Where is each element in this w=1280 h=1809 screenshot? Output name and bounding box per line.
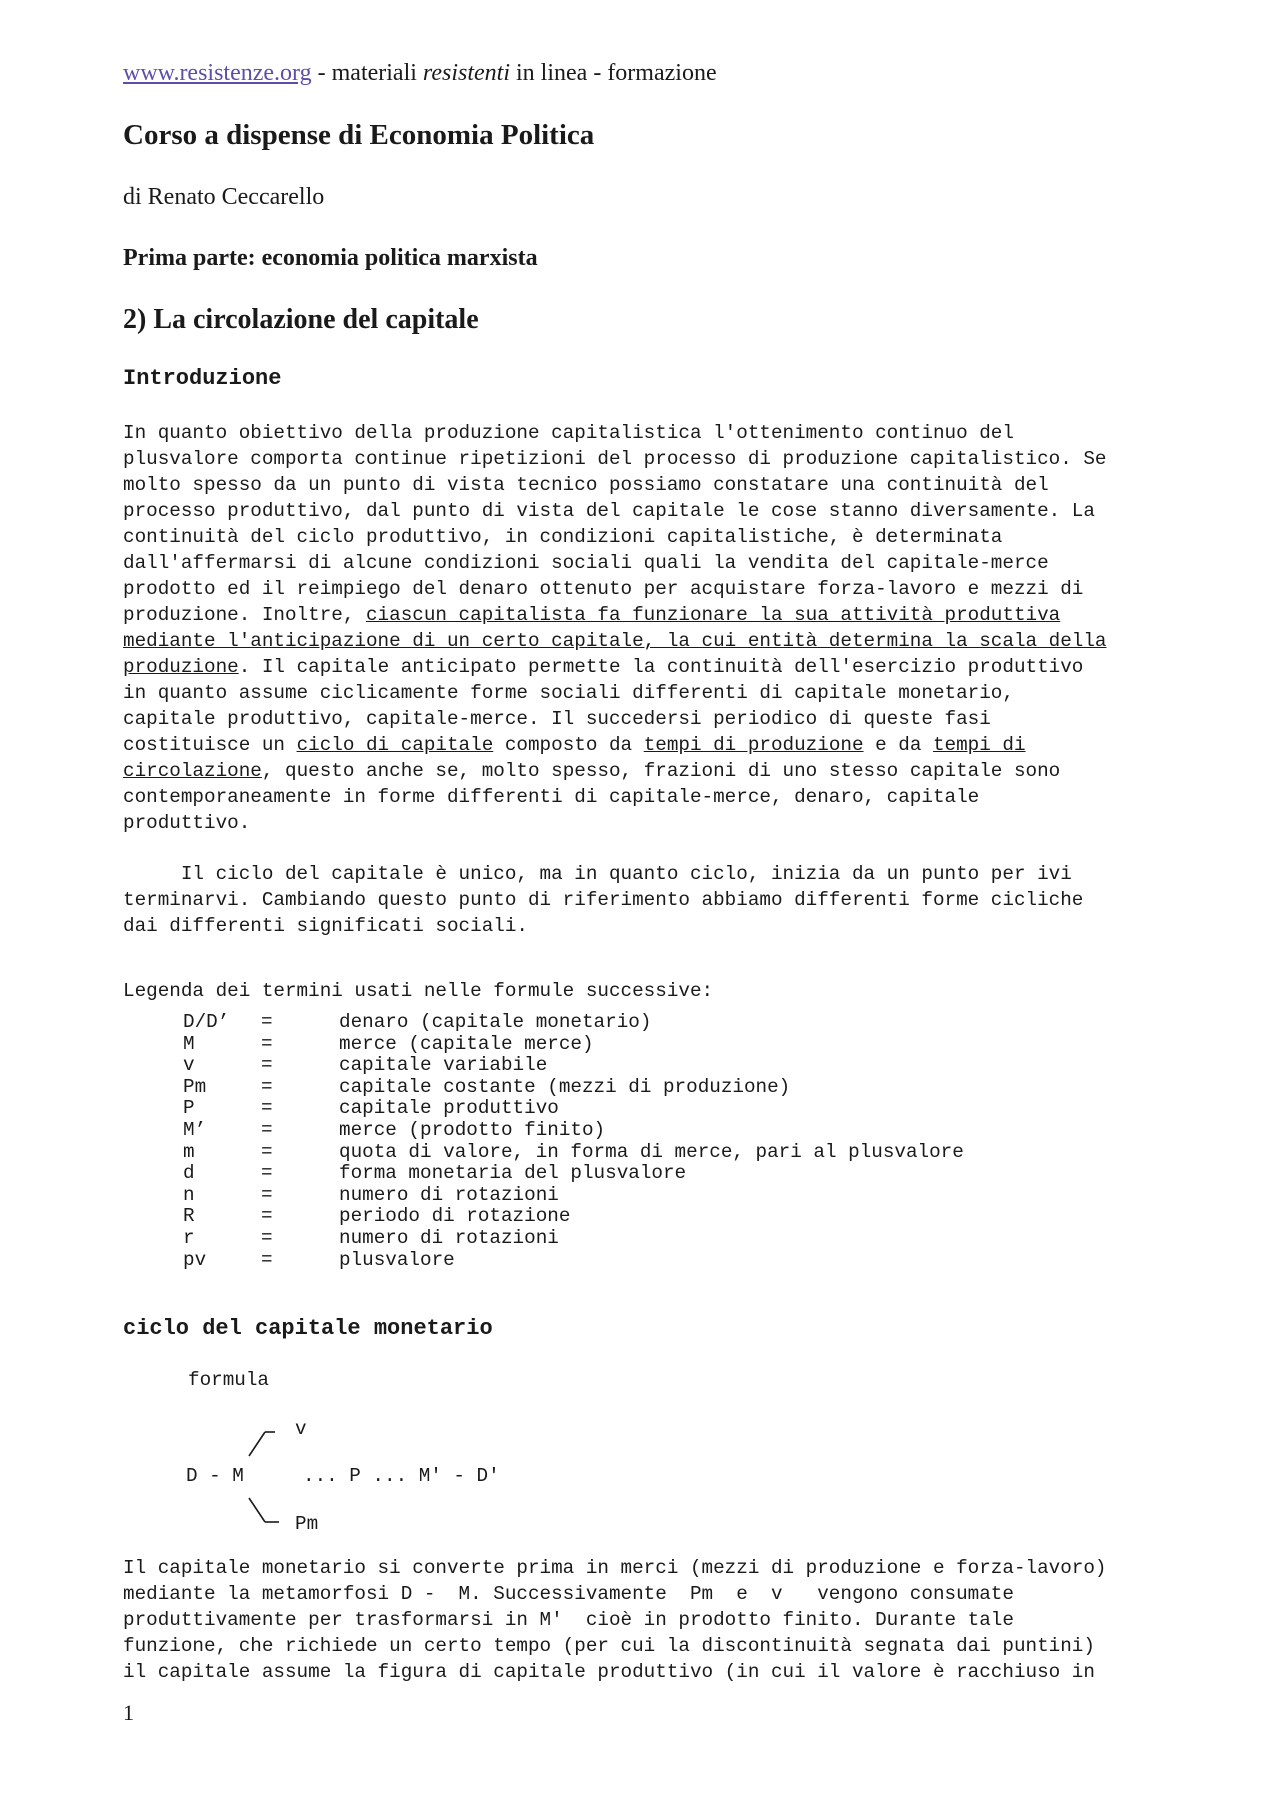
legend-equals: = — [261, 1248, 273, 1271]
intro-p1-underline-3: tempi di produzione — [643, 734, 864, 756]
money-cycle-formula-diagram — [183, 1410, 603, 1550]
legend-definition: plusvalore — [339, 1248, 455, 1271]
legend-symbol: M’ — [183, 1118, 207, 1141]
legend-symbol: v — [183, 1054, 195, 1077]
legend-row — [183, 1228, 964, 1250]
legend-title: Legenda dei termini usati nelle formule successive: — [123, 980, 714, 1002]
legend-definition: merce (capitale merce) — [339, 1032, 594, 1055]
part-title: Prima parte: economia politica marxista — [123, 245, 538, 271]
legend-symbol: d — [183, 1162, 195, 1185]
formula-label: formula — [188, 1369, 269, 1391]
intro-p1-a: In quanto obiettivo della produzione capitalistica l'ottenimento continuo del plusvalore comporta continue ripetizioni del processo di produzione capitalistico. Se molto spesso da un punto di vista tecnico possiamo constatare una continuità del processo produttivo, dal punto di vista del capitale le cose stanno diversamente. La continuità del ciclo produttivo, in condizioni capitalistiche, è determinata dall'affermarsi di alcune condizioni sociali quali la vendita del capitale-merce prodotto ed il reimpiego del denaro ottenuto per acquistare forza-lavoro e mezzi di produzione. Inoltre, — [123, 422, 1107, 626]
formula-pm: Pm — [295, 1513, 319, 1535]
money-cycle-body: Il capitale monetario si converte prima in merci (mezzi di produzione e forza-lavoro) mediante la metamorfosi D - M. Successivamente Pm e v vengono consumate produttivamente per trasformarsi in M' cioè in prodotto finito. Durante tale funzione, che richiede un certo tempo (per cui la discontinuità segnata dai puntini) il capitale assume la figura di capitale produttivo (in cui il valore è racchiuso in — [123, 1557, 1107, 1683]
legend-symbol: r — [183, 1226, 195, 1249]
page-number: 1 — [123, 1700, 134, 1725]
author-line: di Renato Ceccarello — [123, 184, 325, 210]
legend-row — [183, 1206, 964, 1228]
formula-chain: ... P ... M' - D' — [303, 1465, 500, 1487]
legend-definition: capitale produttivo — [339, 1097, 559, 1120]
intro-heading: Introduzione — [123, 366, 282, 391]
legend-equals: = — [261, 1032, 273, 1055]
formula-d-m: D - M — [186, 1465, 244, 1487]
formula-v: v — [295, 1418, 307, 1440]
legend-row — [183, 1077, 964, 1099]
header-rest: in linea - formazione — [510, 60, 717, 86]
site-header — [123, 60, 717, 87]
intro-paragraph-2: Il ciclo del capitale è unico, ma in quanto ciclo, inizia da un punto per ivi terminarvi. Cambiando questo punto di riferimento abbiamo differenti forme cicliche dai differenti significati sociali. — [123, 863, 1084, 937]
legend-equals: = — [261, 1118, 273, 1141]
legend-equals: = — [261, 1097, 273, 1120]
legend-definition: merce (prodotto finito) — [339, 1118, 606, 1141]
intro-paragraph-1 — [123, 420, 1107, 836]
legend-equals: = — [261, 1183, 273, 1206]
legend-row — [183, 1012, 964, 1034]
legend-row — [183, 1120, 964, 1142]
intro-p1-e: , questo anche se, molto spesso, frazioni di uno stesso capitale sono contemporaneamente in forme differenti di capitale-merce, denaro, capitale produttivo. — [123, 760, 1061, 834]
legend-symbol: D/D’ — [183, 1011, 230, 1033]
intro-p1-underline-4: tempi di circolazione — [123, 734, 1026, 782]
legend-definition: periodo di rotazione — [339, 1205, 571, 1228]
legend-row — [183, 1055, 964, 1077]
legend-row — [183, 1250, 964, 1272]
legend-definition: denaro (capitale monetario) — [339, 1011, 652, 1033]
course-title: Corso a dispense di Economia Politica — [123, 119, 595, 151]
legend-table — [183, 1012, 964, 1271]
legend-equals: = — [261, 1075, 273, 1098]
legend-equals: = — [261, 1162, 273, 1185]
legend-row — [183, 1098, 964, 1120]
legend-equals: = — [261, 1140, 273, 1163]
legend-definition: capitale costante (mezzi di produzione) — [339, 1075, 791, 1098]
chapter-title: 2) La circolazione del capitale — [123, 304, 479, 335]
legend-symbol: Pm — [183, 1075, 207, 1098]
header-italic-word: resistenti — [422, 60, 511, 86]
legend-row — [183, 1163, 964, 1185]
header-sep: - materiali — [311, 60, 423, 86]
legend-row — [183, 1185, 964, 1207]
legend-symbol: P — [183, 1097, 195, 1120]
intro-p1-underline-2: ciclo di capitale — [296, 734, 494, 756]
intro-p1-underline-1: ciascun capitalista fa funzionare la sua attività produttiva mediante l'anticipazione di un certo capitale, la cui entità determina la scala della produzione — [123, 604, 1107, 678]
legend-symbol: M — [183, 1032, 195, 1055]
legend-definition: numero di rotazioni — [339, 1226, 559, 1249]
legend-definition: numero di rotazioni — [339, 1183, 559, 1206]
intro-p1-c: composto da — [493, 734, 644, 756]
legend-row — [183, 1034, 964, 1056]
legend-symbol: R — [183, 1205, 195, 1228]
money-cycle-heading: ciclo del capitale monetario — [123, 1316, 493, 1341]
legend-definition: quota di valore, in forma di merce, pari al plusvalore — [339, 1140, 964, 1163]
legend-equals: = — [261, 1011, 273, 1033]
legend-symbol: n — [183, 1183, 195, 1206]
legend-symbol: pv — [183, 1248, 207, 1271]
legend-symbol: m — [183, 1140, 195, 1163]
legend-definition: capitale variabile — [339, 1054, 548, 1077]
legend-row — [183, 1142, 964, 1164]
legend-equals: = — [261, 1054, 273, 1077]
legend-equals: = — [261, 1226, 273, 1249]
intro-p1-b: . Il capitale anticipato permette la continuità dell'esercizio produttivo in quanto assume ciclicamente forme sociali differenti di capitale monetario, capitale produttivo, capitale-merce. Il succedersi periodico di queste fasi costituisce un — [123, 656, 1084, 756]
site-link[interactable]: www.resistenze.org — [123, 60, 312, 86]
intro-p1-d: e da — [863, 734, 933, 756]
legend-equals: = — [261, 1205, 273, 1228]
legend-definition: forma monetaria del plusvalore — [339, 1162, 687, 1185]
